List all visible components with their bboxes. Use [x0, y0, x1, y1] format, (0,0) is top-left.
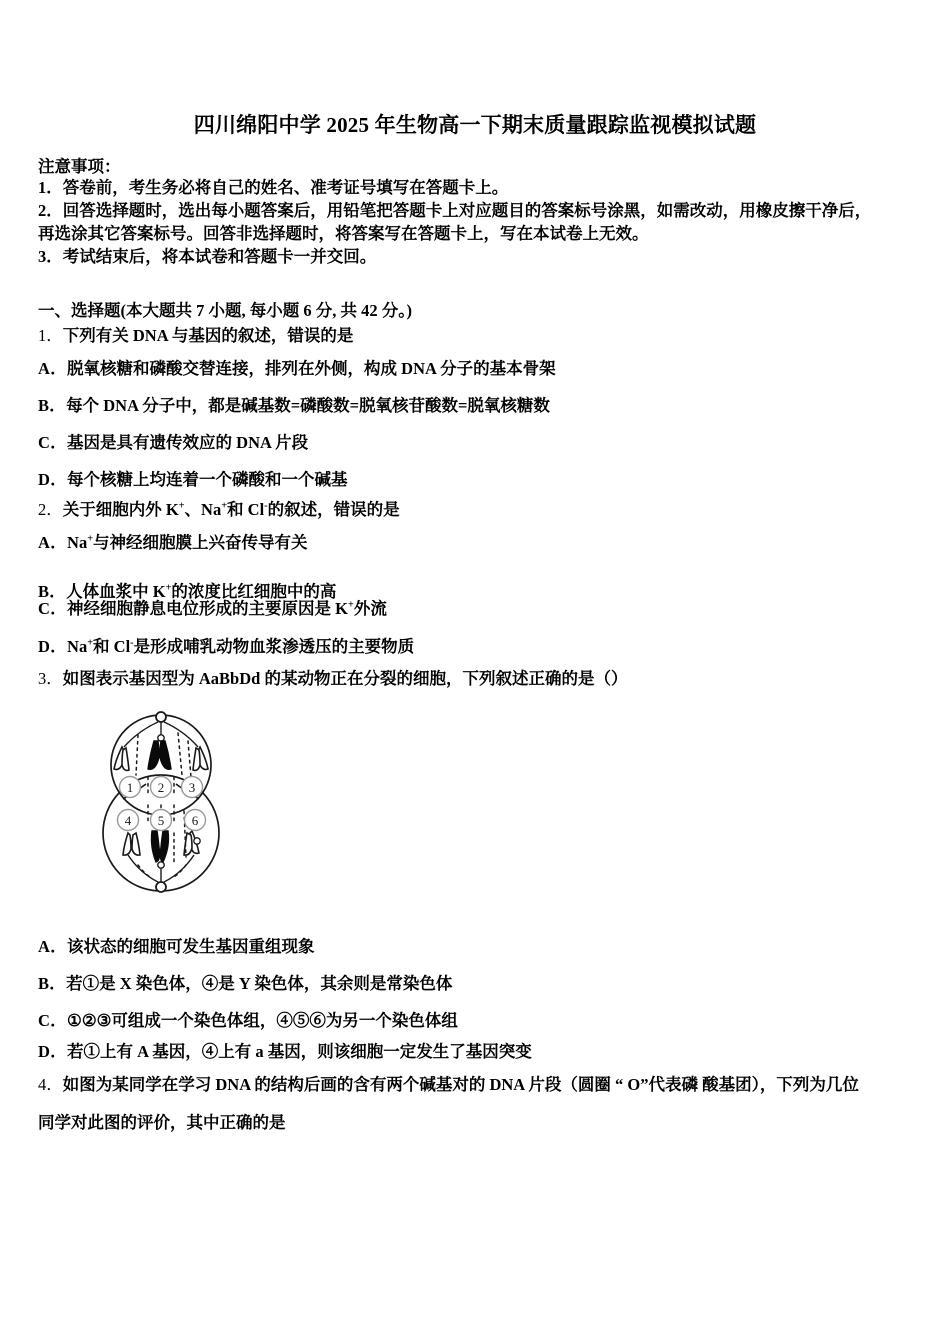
- question-2-text-c: 和 Cl: [227, 500, 265, 519]
- label-circle-5: [151, 810, 172, 831]
- question-1-text: 下列有关 DNA 与基因的叙述，错误的是: [62, 326, 354, 345]
- question-2-number: 2．: [38, 500, 63, 519]
- question-3-option-c[interactable]: [38, 1010, 458, 1032]
- option-label: A．: [38, 533, 68, 552]
- top-centriole: [156, 712, 166, 722]
- question-1-option-a[interactable]: [38, 358, 556, 380]
- option-text: 若①是 X 染色体，④是 Y 染色体，其余则是常染色体: [66, 974, 453, 993]
- notice-item-1: 1．答卷前，考生务必将自己的姓名、准考证号填写在答题卡上。: [38, 178, 509, 197]
- option-text-b: 外流: [353, 599, 387, 618]
- question-3-text: 如图表示基因型为 AaBbDd 的某动物正在分裂的细胞，下列叙述正确的是（）: [62, 669, 628, 688]
- option-text-b: 与神经细胞膜上兴奋传导有关: [93, 533, 308, 552]
- option-label: C．: [38, 1011, 68, 1030]
- option-text: 该状态的细胞可发生基因重组现象: [67, 937, 315, 956]
- cell-division-svg: [66, 707, 256, 897]
- question-2-text-a: 关于细胞内外 K: [62, 500, 179, 519]
- question-2-text-d: 的叙述，错误的是: [267, 500, 400, 519]
- superscript-plus: +: [221, 500, 228, 512]
- option-label: D．: [38, 1042, 68, 1061]
- question-3-option-b[interactable]: [38, 973, 452, 995]
- question-1-option-b[interactable]: [38, 395, 550, 417]
- option-text-a: Na: [67, 637, 88, 656]
- option-text: 每个 DNA 分子中，都是碱基数=磷酸数=脱氧核苷酸数=脱氧核糖数: [66, 396, 550, 415]
- question-1-option-c[interactable]: [38, 432, 308, 454]
- option-text: 若①上有 A 基因，④上有 a 基因，则该细胞一定发生了基因突变: [67, 1042, 532, 1061]
- question-1-option-d[interactable]: [38, 469, 348, 491]
- cell-division-diagram: [66, 707, 256, 897]
- chromosome-5: [152, 831, 169, 862]
- spindle-fiber: [128, 855, 158, 882]
- superscript-minus: -: [130, 637, 134, 649]
- chromosome-2: [148, 741, 171, 769]
- label-circle-1: [120, 777, 141, 798]
- option-text: 每个核糖上均连着一个磷酸和一个碱基: [67, 470, 348, 489]
- question-2-stem: [38, 499, 400, 521]
- bottom-cell-labels: [118, 810, 206, 831]
- superscript-plus: +: [348, 599, 354, 611]
- svg-text:5: 5: [157, 813, 165, 828]
- question-1-stem: [38, 325, 353, 347]
- bottom-centriole: [156, 882, 166, 892]
- notice-item-2-line1: 2．回答选择题时，选出每小题答案后，用铅笔把答题卡上对应题目的答案标号涂黑，如需改动，用橡皮擦干净后，: [38, 201, 872, 220]
- spindle-node: [158, 735, 164, 741]
- question-2-option-d[interactable]: [38, 636, 414, 658]
- option-label: D．: [38, 470, 68, 489]
- option-text: ①②③可组成一个染色体组，④⑤⑥为另一个染色体组: [67, 1011, 458, 1030]
- superscript-minus: -: [264, 500, 268, 512]
- option-label: A．: [38, 937, 68, 956]
- option-label: D．: [38, 637, 68, 656]
- label-circle-3: [182, 777, 203, 798]
- question-4-number: 4．: [38, 1075, 63, 1094]
- svg-text:6: 6: [191, 813, 199, 828]
- option-label: C．: [38, 599, 68, 618]
- question-3-number: 3．: [38, 669, 63, 688]
- question-4-stem-line1: [38, 1074, 859, 1096]
- option-text: 脱氧核糖和磷酸交替连接，排列在外侧，构成 DNA 分子的基本骨架: [67, 359, 556, 378]
- option-text-a: 神经细胞静息电位形成的主要原因是 K: [67, 599, 348, 618]
- notice-heading: 注意事项：: [38, 157, 121, 176]
- top-cell-labels: [120, 777, 203, 798]
- option-text-b: 和 Cl: [93, 637, 131, 656]
- chromosome-3: [193, 747, 208, 770]
- svg-text:1: 1: [126, 780, 134, 795]
- page-title: 四川绵阳中学 2025 年生物高一下期末质量跟踪监视模拟试题: [193, 113, 757, 137]
- option-label: B．: [38, 974, 67, 993]
- question-1-number: 1．: [38, 326, 63, 345]
- option-text-c: 是形成哺乳动物血浆渗透压的主要物质: [133, 637, 415, 656]
- label-circle-2: [151, 777, 172, 798]
- question-2-text-b: 、Na: [184, 500, 222, 519]
- notice-item-2-line2: 再选涂其它答案标号。回答非选择题时，将答案写在答题卡上，写在本试卷上无效。: [38, 224, 649, 243]
- option-text-a: 人体血浆中 K: [66, 582, 166, 601]
- kinetochore-node: [194, 838, 200, 844]
- question-2-option-c[interactable]: [38, 598, 387, 620]
- option-text-a: Na: [67, 533, 88, 552]
- label-circle-4: [118, 810, 139, 831]
- question-3-stem: [38, 668, 627, 690]
- option-label: B．: [38, 582, 67, 601]
- option-text-b: 的浓度比红细胞中的高: [171, 582, 337, 601]
- question-3-option-d[interactable]: [38, 1041, 532, 1063]
- chromosome-1: [114, 747, 129, 770]
- notice-item-3: 3．考试结束后，将本试卷和答题卡一并交回。: [38, 247, 377, 266]
- spindle-fiber: [164, 855, 194, 882]
- superscript-plus: +: [165, 582, 172, 594]
- question-4-stem-line2: 同学对此图的评价，其中正确的是: [38, 1113, 286, 1132]
- svg-text:3: 3: [188, 780, 196, 795]
- chromosome-4: [123, 833, 140, 855]
- question-3-option-a[interactable]: [38, 936, 315, 958]
- option-text: 基因是具有遗传效应的 DNA 片段: [67, 433, 309, 452]
- option-label: A．: [38, 359, 68, 378]
- label-circle-6: [185, 810, 206, 831]
- option-label: C．: [38, 433, 68, 452]
- superscript-plus: +: [87, 637, 94, 649]
- superscript-plus: +: [87, 533, 94, 545]
- superscript-plus: +: [178, 500, 185, 512]
- option-label: B．: [38, 396, 67, 415]
- question-2-option-a[interactable]: [38, 532, 308, 554]
- section-heading-choice-questions: 一、选择题(本大题共 7 小题, 每小题 6 分, 共 42 分。): [38, 301, 412, 320]
- question-4-text-line1: 如图为某同学在学习 DNA 的结构后画的含有两个碱基对的 DNA 片段（圆圈 “ O”代表磷 酸基团），下列为几位: [62, 1075, 859, 1094]
- svg-text:4: 4: [124, 813, 132, 828]
- svg-text:2: 2: [157, 780, 165, 795]
